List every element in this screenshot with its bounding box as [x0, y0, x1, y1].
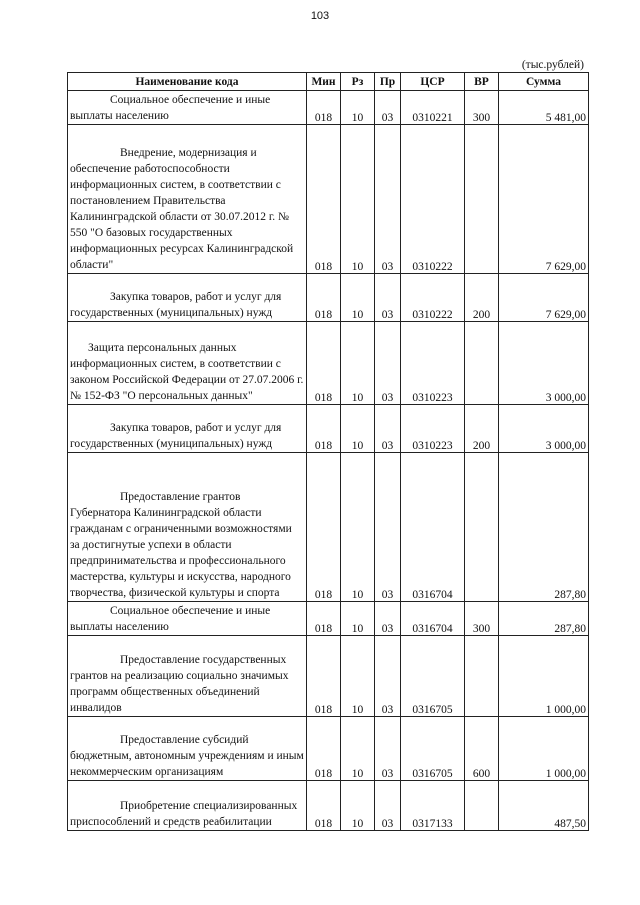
table-row [68, 453, 589, 602]
page-number: 103 [310, 10, 330, 22]
row-sum: 7 629,00 [499, 274, 589, 322]
row-rz: 10 [341, 602, 375, 636]
row-pr: 03 [375, 717, 401, 781]
row-sum: 487,50 [499, 781, 589, 831]
row-min: 018 [307, 781, 341, 831]
table-row [68, 322, 589, 405]
table-header-row [68, 73, 589, 91]
row-name-text: Закупка товаров, работ и услуг для государственных (муниципальных) нужд [70, 422, 282, 450]
header-vr: ВР [465, 73, 499, 91]
budget-table [67, 72, 589, 831]
row-name-text: Приобретение специализированных приспособлений и средств реабилитации [70, 800, 298, 828]
row-rz: 10 [341, 781, 375, 831]
row-rz: 10 [341, 125, 375, 274]
row-pr: 03 [375, 405, 401, 453]
row-vr: 200 [465, 274, 499, 322]
row-pr: 03 [375, 602, 401, 636]
row-sum: 287,80 [499, 602, 589, 636]
header-rz: Рз [341, 73, 375, 91]
row-pr: 03 [375, 91, 401, 125]
row-name [68, 125, 307, 274]
row-sum: 3 000,00 [499, 322, 589, 405]
table-row [68, 274, 589, 322]
row-name-text: Защита персональных данных информационных систем, в соответствии с законом Российской Федерации от 27.07.2006 г. № 152-ФЗ "О персональных данных" [70, 342, 304, 402]
row-min: 018 [307, 91, 341, 125]
row-rz: 10 [341, 636, 375, 717]
row-name-text: Внедрение, модернизация и обеспечение работоспособности информационных систем, в соответствии с постановлением Правительства Калининградской области от 30.07.2012 г. № 550 "О базовых государственных информационных ресурсах Калининградской области" [70, 147, 294, 271]
row-name-text: Закупка товаров, работ и услуг для государственных (муниципальных) нужд [70, 291, 282, 319]
row-name [68, 717, 307, 781]
row-pr: 03 [375, 322, 401, 405]
header-csr: ЦСР [401, 73, 465, 91]
row-csr: 0316704 [401, 453, 465, 602]
header-pr: Пр [375, 73, 401, 91]
row-pr: 03 [375, 781, 401, 831]
row-pr: 03 [375, 274, 401, 322]
row-csr: 0310223 [401, 405, 465, 453]
row-vr [465, 125, 499, 274]
row-min: 018 [307, 453, 341, 602]
row-vr: 200 [465, 405, 499, 453]
row-rz: 10 [341, 453, 375, 602]
row-name [68, 274, 307, 322]
row-min: 018 [307, 717, 341, 781]
row-name-text: Социальное обеспечение и иные выплаты населению [70, 605, 271, 633]
row-min: 018 [307, 322, 341, 405]
table-row [68, 91, 589, 125]
units-label: (тыс.рублей) [521, 59, 584, 71]
row-rz: 10 [341, 274, 375, 322]
table-row [68, 602, 589, 636]
row-sum: 287,80 [499, 453, 589, 602]
row-rz: 10 [341, 91, 375, 125]
table-row [68, 717, 589, 781]
row-name [68, 781, 307, 831]
row-sum: 3 000,00 [499, 405, 589, 453]
row-sum: 5 481,00 [499, 91, 589, 125]
row-csr: 0310222 [401, 125, 465, 274]
row-csr: 0316704 [401, 602, 465, 636]
row-csr: 0310222 [401, 274, 465, 322]
row-min: 018 [307, 274, 341, 322]
row-rz: 10 [341, 405, 375, 453]
header-name: Наименование кода [68, 73, 307, 91]
row-vr: 300 [465, 602, 499, 636]
row-name [68, 322, 307, 405]
table-row [68, 125, 589, 274]
table-row [68, 405, 589, 453]
row-sum: 1 000,00 [499, 636, 589, 717]
row-vr [465, 453, 499, 602]
row-vr: 600 [465, 717, 499, 781]
row-sum: 1 000,00 [499, 717, 589, 781]
row-pr: 03 [375, 453, 401, 602]
row-min: 018 [307, 602, 341, 636]
row-name [68, 405, 307, 453]
row-csr: 0316705 [401, 717, 465, 781]
row-csr: 0310221 [401, 91, 465, 125]
row-vr [465, 781, 499, 831]
table-row [68, 781, 589, 831]
row-name-text: Предоставление субсидий бюджетным, автономным учреждениям и иным некоммерческим организациям [70, 734, 304, 778]
row-name-text: Предоставление грантов Губернатора Калининградской области гражданам с ограниченными возможностями за достигнутые успехи в области предпринимательства и профессионального мастерства, культуры и искусства, народного творчества, физической культуры и спорта [70, 491, 292, 599]
row-min: 018 [307, 636, 341, 717]
row-rz: 10 [341, 717, 375, 781]
row-name [68, 453, 307, 602]
row-min: 018 [307, 405, 341, 453]
row-name [68, 91, 307, 125]
row-vr [465, 322, 499, 405]
row-sum: 7 629,00 [499, 125, 589, 274]
row-rz: 10 [341, 322, 375, 405]
row-name-text: Предоставление государственных грантов на реализацию социально значимых программ общественных объединений инвалидов [70, 654, 289, 714]
row-pr: 03 [375, 636, 401, 717]
row-name [68, 636, 307, 717]
row-csr: 0317133 [401, 781, 465, 831]
row-csr: 0316705 [401, 636, 465, 717]
header-sum: Сумма [499, 73, 589, 91]
row-csr: 0310223 [401, 322, 465, 405]
header-min: Мин [307, 73, 341, 91]
row-vr [465, 636, 499, 717]
table-row [68, 636, 589, 717]
row-vr: 300 [465, 91, 499, 125]
row-pr: 03 [375, 125, 401, 274]
row-name-text: Социальное обеспечение и иные выплаты населению [70, 94, 271, 122]
row-name [68, 602, 307, 636]
row-min: 018 [307, 125, 341, 274]
